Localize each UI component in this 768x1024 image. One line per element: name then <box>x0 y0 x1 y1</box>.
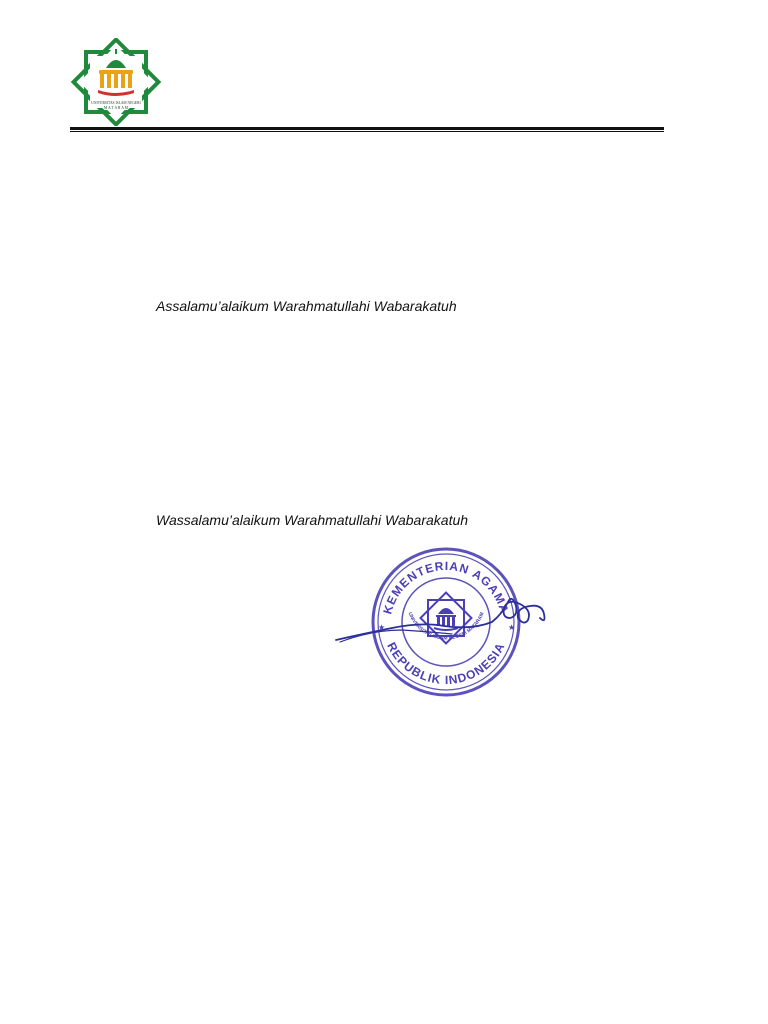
svg-text:KEMENTERIAN AGAMA <box>380 559 511 616</box>
svg-text:★: ★ <box>378 623 386 632</box>
official-seal-icon <box>332 534 552 710</box>
logo-caption-top: UNIVERSITAS ISLAM NEGERI <box>91 101 141 105</box>
greeting-text: Assalamu’alaikum Warahmatullahi Wabarakatuh <box>156 298 457 314</box>
seal-bottom-text: REPUBLIK INDONESIA <box>384 639 508 688</box>
seal-inner-text: UNIVERSITAS ISLAM NEGERI MATARAM <box>406 611 486 642</box>
closing-text: Wassalamu’alaikum Warahmatullahi Wabarakatuh <box>156 512 469 528</box>
header-divider-thick <box>70 127 664 130</box>
seal-top-text: KEMENTERIAN AGAMA <box>380 558 512 616</box>
svg-text:★: ★ <box>508 623 516 632</box>
uin-mataram-logo-icon <box>68 38 164 126</box>
header-divider-thin <box>70 131 664 132</box>
logo-caption-bottom: M A T A R A M <box>103 106 129 110</box>
